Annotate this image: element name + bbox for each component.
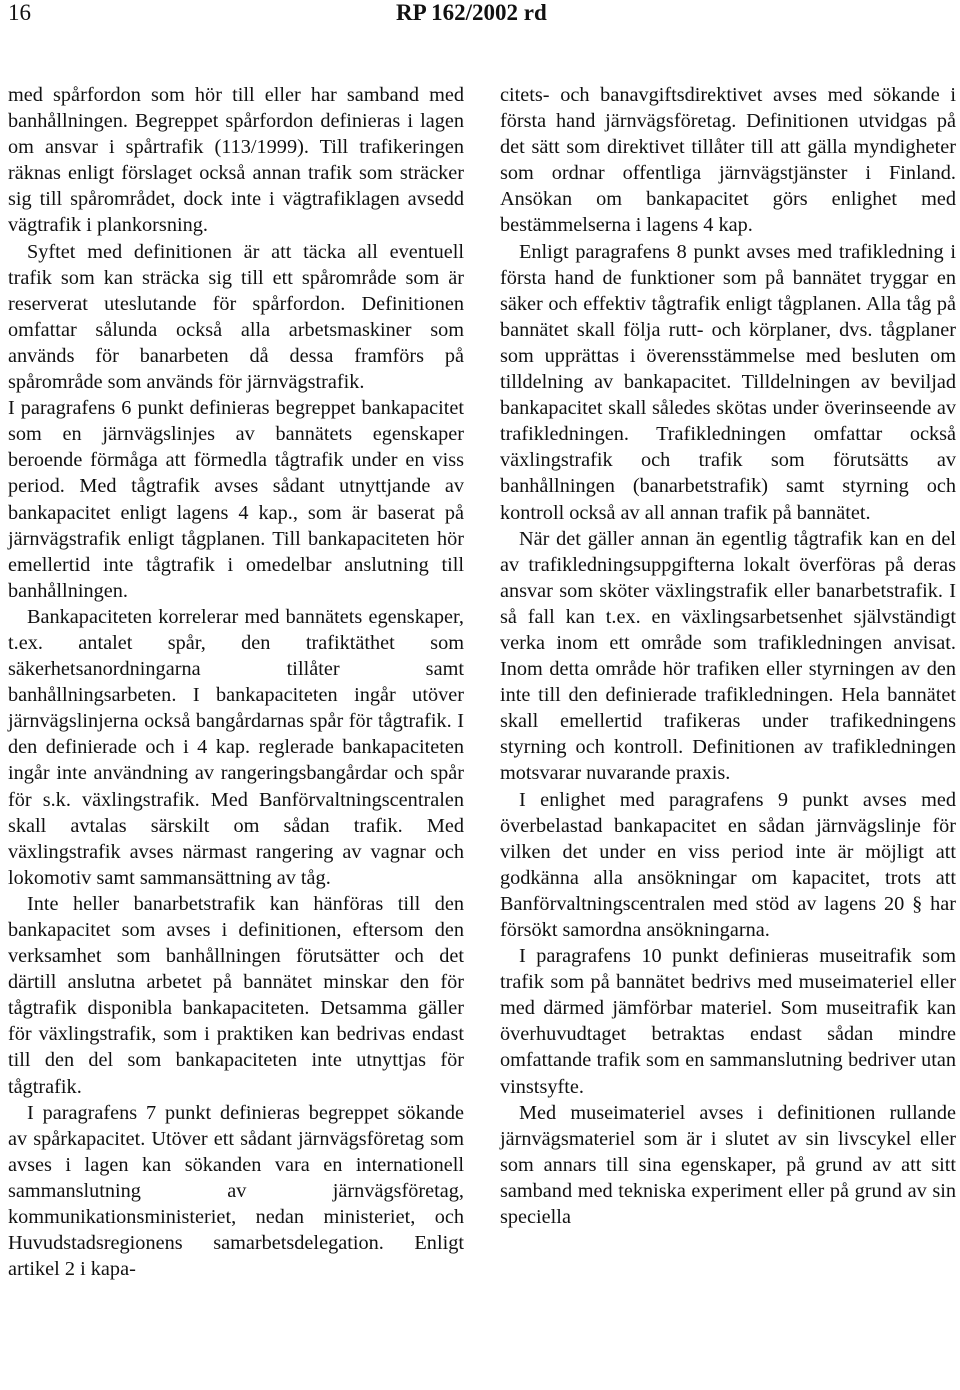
paragraph: Enligt paragrafens 8 punkt avses med trafikledning i första hand de funktioner som på bannätet tryggar en säker och effektiv tågtrafik enligt tågplanen. Alla tåg på bannätet skall följa rutt- och körplaner, dvs. tågplaner som upprättas i överensstämmelse med besluten om tilldelning av bankapacitet. Tilldelningen av beviljad bankapacitet skall således skötas under överinseende av trafikledningen. Trafikledningen omfattar också växlingstrafik och trafik som förutsätts av banhållningen (banarbetstrafik) samt styrning och kontroll också av all annan trafik på bannätet. xyxy=(500,240,956,524)
paragraph: I paragrafens 7 punkt definieras begreppet sökande av spårkapacitet. Utöver ett sådant järnvägsföretag som avses i lagen kan sökanden vara en internationell sammanslutning av järnvägsföretag, kommunikationsministeriet, nedan ministeriet, och Huvudstadsregionens samarbetsdelegation. Enligt artikel 2 i kapa- xyxy=(8,1101,464,1281)
paragraph: I paragrafens 10 punkt definieras museitrafik som trafik som på bannätet bedrivs med museimateriel eller med därmed jämförbar materiel. Som museitrafik kan överhuvudtaget betraktas endast sådan mindre omfattande trafik som en sammanslutning bedriver utan vinstsyfte. xyxy=(500,945,956,1098)
paragraph: När det gäller annan än egentlig tågtrafik kan en del av trafikledningsuppgifterna lokalt överföras på deras ansvar som sköter växlingstrafik eller banarbetstrafik. I så fall kan t.ex. en växlingsarbetsenhet självständigt verka inom ett område som trafikledningen anvisat. Inom detta område hör trafiken eller styrningen av den inte till den definierade trafikledningen. Hela bannätet skall emellertid trafikeras under trafikedningens styrning och kontroll. Definitionen av trafikledningen motsvarar nuvarande praxis. xyxy=(500,527,956,785)
paragraph: Med museimateriel avses i definitionen rullande järnvägsmateriel som är i slutet av sin livscykel eller som annars till sina egenskaper, på grund av att sitt samband med tekniska experiment eller på grund av sin speciella xyxy=(500,1101,956,1229)
paragraph: Syftet med definitionen är att täcka all eventuell trafik som kan sträcka sig till ett spårområde som är reserverat uteslutande för spårfordon. Definitionen omfattar sålunda också alla arbetsmaskiner som används för banarbeten då dessa framförs på spårområde som används för järnvägstrafik. xyxy=(8,240,464,394)
running-header xyxy=(0,0,960,40)
right-column xyxy=(500,82,956,1230)
left-column xyxy=(8,82,464,1282)
paragraph: Inte heller banarbetstrafik kan hänföras till den bankapacitet som avses i definitionen, eftersom den verksamhet som banhållningen förutsätter och det därtill anslutna arbetet på bannätet minskar den för tågtrafik disponibla bankapaciteten. Detsamma gäller för växlingstrafik, som i praktiken kan bedrivas endast till den del som bankapaciteten inte utnyttjas för tågtrafik. xyxy=(8,892,464,1098)
paragraph: citets- och banavgiftsdirektivet avses med sökande i första hand järnvägsföretag. Definitionen utvidgas på det sätt som direktivet tillåter till att gälla myndigheter som ordnar offentliga järnvägstjänster i Finland. Ansökan om bankapacitet görs enlighet med bestämmelserna i lagens 4 kap. xyxy=(500,84,956,237)
paragraph: Bankapaciteten korrelerar med bannätets egenskaper, t.ex. antalet spår, den trafiktäthet som säkerhetsanordningarna tillåter samt banhållningsarbeten. I bankapaciteten ingår utöver järnvägslinjerna också bangårdarnas spår för tågtrafik. I den definierade och i 4 kap. reglerade bankapaciteten ingår inte användning av rangeringsbangårdar och spår för s.k. växlingstrafik. Med Banförvaltningscentralen skall avtalas särskilt om sådan trafik. Med växlingstrafik avses närmast rangering av vagnar och lokomotiv samt sammansättning av tåg. xyxy=(8,605,464,889)
paragraph: I enlighet med paragrafens 9 punkt avses med överbelastad bankapacitet en sådan järnvägslinje för vilken det under en viss period inte är möjligt att godkänna alla ansökningar om kapacitet, trots att Banförvaltningscentralen med stöd av lagens 20 § har försökt samordna ansökningarna. xyxy=(500,788,956,941)
page-number: 16 xyxy=(8,0,31,25)
report-code: RP 162/2002 rd xyxy=(396,0,547,25)
paragraph: med spårfordon som hör till eller har samband med banhållningen. Begreppet spårfordon definieras i lagen om ansvar i spårtrafik (113/1999). Till trafikeringen räknas enligt förslaget också annan trafik som sträcker sig till spårområdet, dock inte i vägtrafiklagen avsedd vägtrafik i plankorsning. xyxy=(8,84,464,237)
paragraph: I paragrafens 6 punkt definieras begreppet bankapacitet som en järnvägslinjes av bannätets egenskaper beroende förmåga att förmedla tågtrafik under en viss period. Med tågtrafik avses sådant utnyttjande av bankapacitet enligt lagens 4 kap., som är baserat på järnvägstrafik enligt tågplanen. Till bankapaciteten hör emellertid inte tågtrafik i omedelbar anslutning till banhållningen. xyxy=(8,397,464,602)
